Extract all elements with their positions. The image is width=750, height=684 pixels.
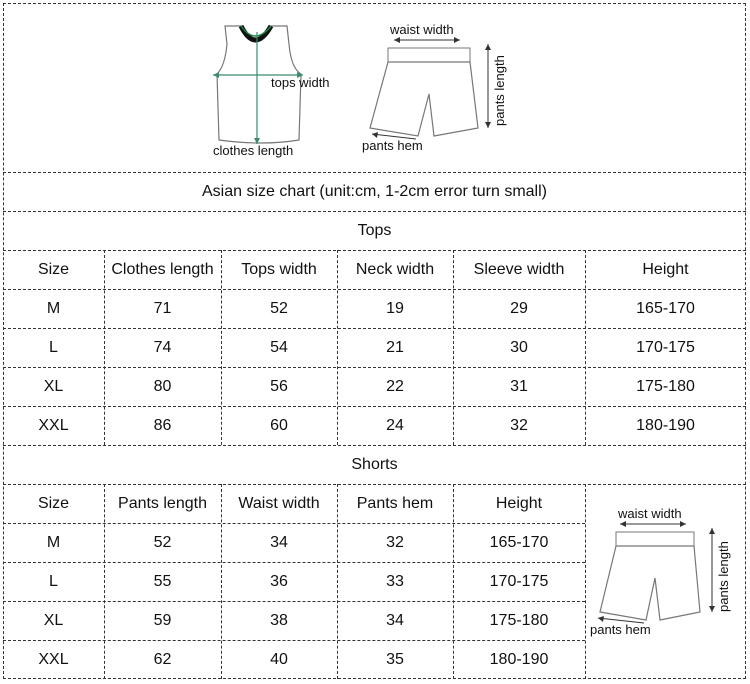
table-cell: XL — [43, 377, 64, 395]
tops-header-cell: Neck width — [355, 260, 435, 278]
table-cell: 52 — [153, 533, 172, 551]
table-cell: 24 — [386, 416, 404, 434]
table-cell: 80 — [153, 377, 172, 395]
clothes-length-label: clothes length — [213, 143, 294, 158]
tank-top-diagram — [205, 20, 345, 165]
shorts-diagram-table — [588, 500, 743, 645]
table-cell: 180-190 — [636, 416, 695, 434]
table-cell: L — [49, 572, 58, 590]
shorts-header-cell: Pants length — [118, 494, 207, 512]
chart-title: Asian size chart (unit:cm, 1-2cm error turn small) — [202, 182, 547, 200]
column-divider — [585, 484, 586, 679]
table-cell: 62 — [153, 650, 172, 668]
table-cell: L — [49, 338, 58, 356]
table-cell: M — [46, 299, 61, 317]
tops-header-cell: Sleeve width — [473, 260, 565, 278]
tops-header-cell: Height — [642, 260, 689, 278]
table-cell: 40 — [270, 650, 288, 668]
tops-header-cell: Tops width — [241, 260, 317, 278]
pants-length-label: pants length — [492, 55, 507, 126]
table-cell: 31 — [510, 377, 528, 395]
table-cell: 74 — [153, 338, 172, 356]
table-cell: 56 — [270, 377, 288, 395]
table-cell: 34 — [270, 533, 288, 551]
table-cell: 86 — [153, 416, 172, 434]
shorts-header-cell: Size — [37, 494, 70, 512]
shorts-diagram-top — [360, 18, 515, 158]
table-cell: 165-170 — [489, 533, 549, 551]
table-cell: 19 — [386, 299, 404, 317]
table-cell: 175-180 — [636, 377, 695, 395]
table-cell: 29 — [510, 299, 528, 317]
tops-section-title: Tops — [357, 221, 392, 239]
table-cell: 33 — [386, 572, 404, 590]
table-cell: 60 — [270, 416, 288, 434]
table-cell: 170-175 — [489, 572, 549, 590]
shorts-header-cell: Pants hem — [356, 494, 434, 512]
table-cell: 59 — [153, 611, 172, 629]
table-cell: XXL — [38, 416, 69, 434]
table-cell: 35 — [386, 650, 404, 668]
table-cell: 52 — [270, 299, 288, 317]
waist-width-label: waist width — [390, 22, 454, 37]
table-cell: 21 — [386, 338, 404, 356]
table-cell: 30 — [510, 338, 528, 356]
shorts-header-cell: Height — [495, 494, 543, 512]
waist-width-label: waist width — [618, 506, 682, 521]
table-cell: XL — [43, 611, 64, 629]
pants-hem-label: pants hem — [362, 138, 423, 153]
table-cell: M — [46, 533, 61, 551]
tops-width-label: tops width — [271, 75, 330, 90]
table-cell: 180-190 — [489, 650, 549, 668]
shorts-header-cell: Waist width — [238, 494, 320, 512]
pants-length-label: pants length — [716, 541, 731, 612]
table-cell: 55 — [153, 572, 172, 590]
table-cell: 165-170 — [636, 299, 695, 317]
table-cell: 175-180 — [489, 611, 549, 629]
table-cell: 54 — [270, 338, 288, 356]
table-cell: 36 — [270, 572, 288, 590]
tops-header-cell: Clothes length — [111, 260, 214, 278]
tops-header-cell: Size — [37, 260, 70, 278]
table-cell: XXL — [38, 650, 69, 668]
table-cell: 170-175 — [636, 338, 695, 356]
table-cell: 32 — [386, 533, 404, 551]
table-cell: 71 — [153, 299, 172, 317]
table-cell: 32 — [510, 416, 528, 434]
pants-hem-label: pants hem — [590, 622, 651, 637]
table-cell: 38 — [270, 611, 288, 629]
table-cell: 22 — [386, 377, 404, 395]
table-cell: 34 — [386, 611, 404, 629]
shorts-section-title: Shorts — [351, 455, 398, 473]
